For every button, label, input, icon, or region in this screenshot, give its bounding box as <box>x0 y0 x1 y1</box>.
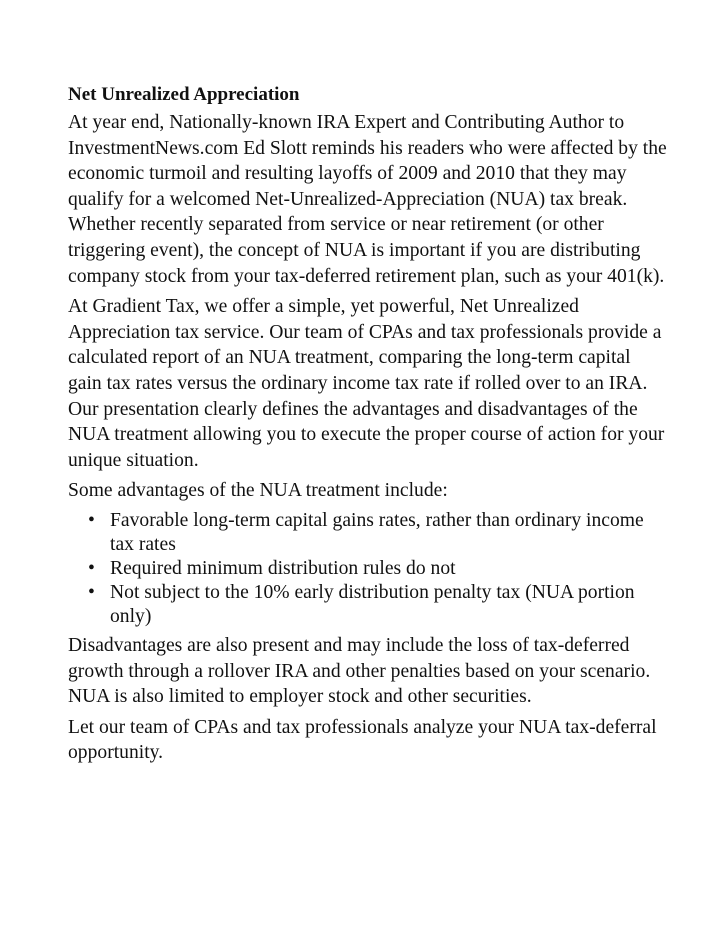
list-item: • Not subject to the 10% early distribution penalty tax (NUA portion only) <box>110 581 668 629</box>
list-item: • Required minimum distribution rules do not <box>110 557 668 581</box>
paragraph-call-to-action: Let our team of CPAs and tax professionals analyze your NUA tax-deferral opportunity. <box>68 716 657 764</box>
advantages-list <box>68 509 668 629</box>
document-page <box>68 82 668 771</box>
advantages-intro: Some advantages of the NUA treatment include: <box>68 480 448 502</box>
paragraph-gradient-tax-service: At Gradient Tax, we offer a simple, yet powerful, Net Unrealized Appreciation tax service. Our team of CPAs and tax professionals provide a calculated report of an NUA treatment, comparing the long-term capital gain tax rates versus the ordinary income tax rate if rolled over to an IRA. Our presentation clearly defines the advantages and disadvantages of the NUA treatment allowing you to execute the proper course of action for your unique situation. <box>68 296 665 471</box>
paragraph-intro: At year end, Nationally-known IRA Expert and Contributing Author to InvestmentNews.com Ed Slott reminds his readers who were affected by the economic turmoil and resulting layoffs of 2009 and 2010 that they may qualify for a welcomed Net-Unrealized-Appreciation (NUA) tax break. Whether recently separated from service or near retirement (or other triggering event), the concept of NUA is important if you are distributing company stock from your tax-deferred retirement plan, such as your 401(k). <box>68 112 667 287</box>
list-item: • Favorable long-term capital gains rates, rather than ordinary income tax rates <box>110 509 668 557</box>
paragraph-disadvantages: Disadvantages are also present and may include the loss of tax-deferred growth through a rollover IRA and other penalties based on your scenario. NUA is also limited to employer stock and other securities. <box>68 634 651 708</box>
document-title: Net Unrealized Appreciation <box>68 84 300 105</box>
